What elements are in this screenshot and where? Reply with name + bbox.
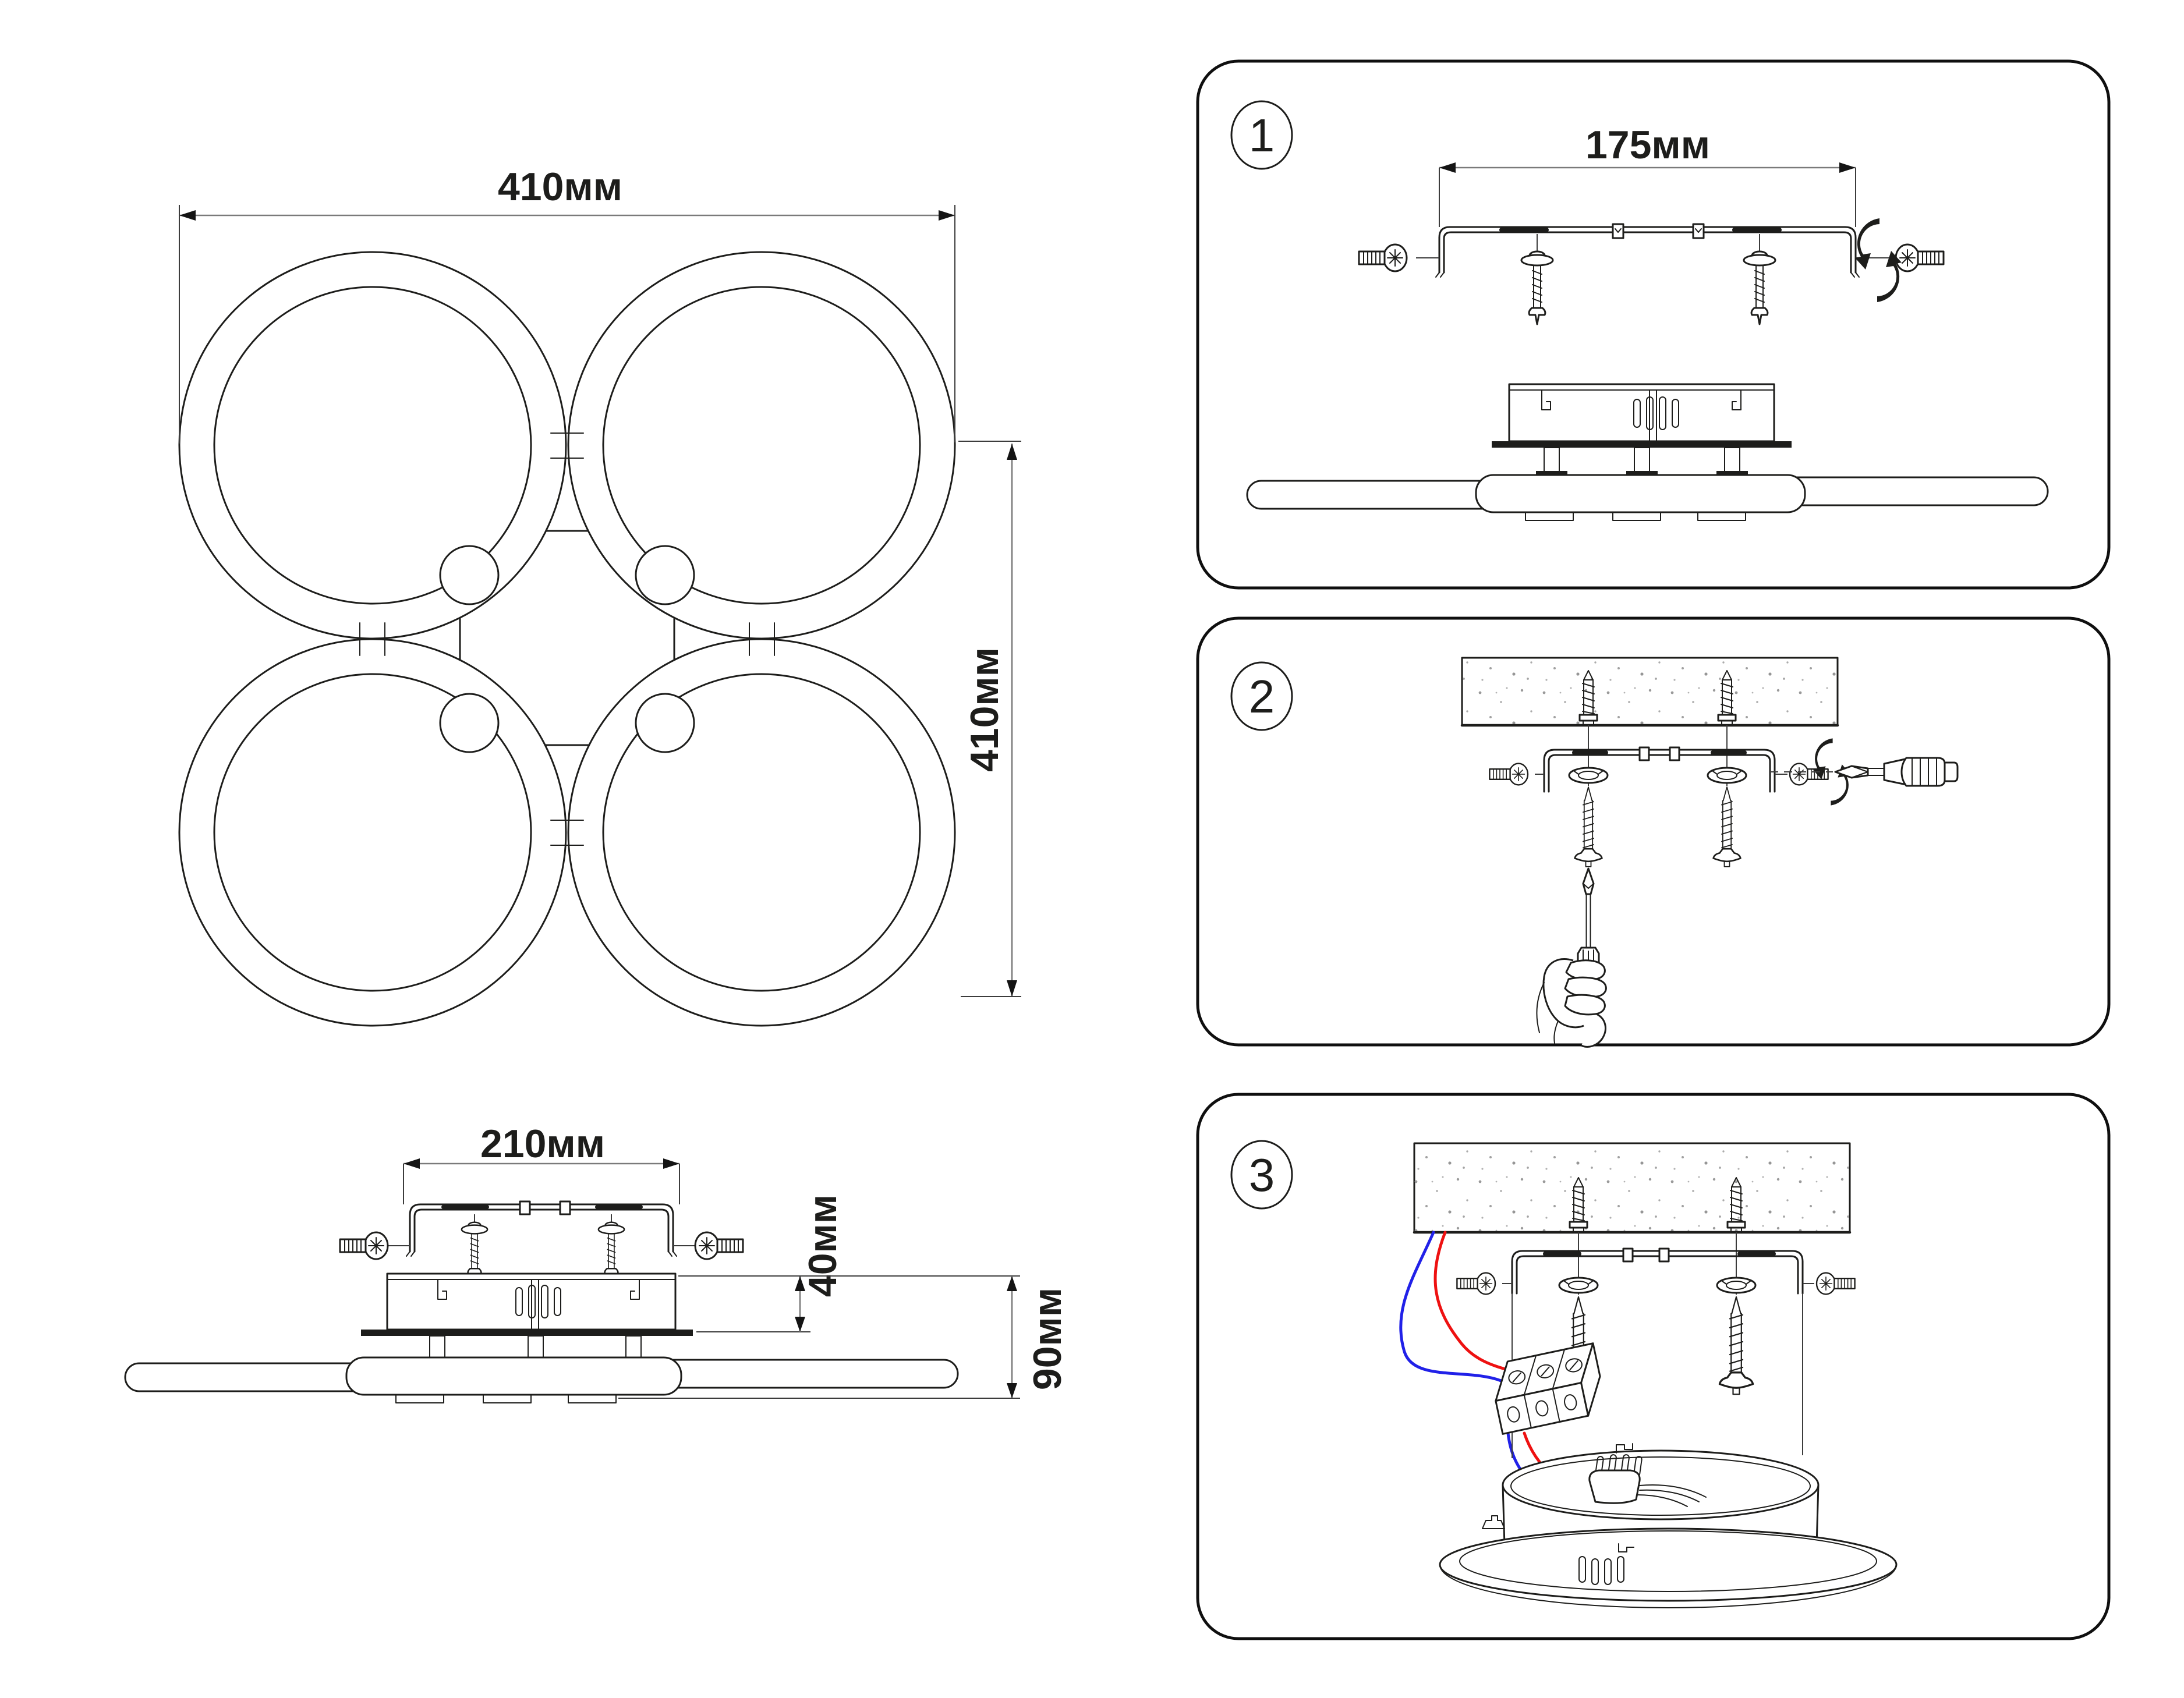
- keyhole-washer: [1717, 1278, 1755, 1293]
- keyhole-washer: [1559, 1278, 1598, 1293]
- bracket-width-label: 175мм: [1585, 123, 1711, 167]
- canopy-height-label: 40мм: [801, 1194, 845, 1298]
- keyhole-washer: [1708, 768, 1746, 783]
- ceiling: [1414, 1143, 1850, 1232]
- step-2-number: 2: [1248, 671, 1275, 722]
- step-3-number: 3: [1248, 1149, 1275, 1201]
- top-height-label: 410мм: [962, 647, 1007, 772]
- step-1-number: 1: [1248, 109, 1275, 161]
- canopy-flange: [361, 1330, 693, 1336]
- top-width-label: 410мм: [497, 165, 623, 209]
- step-panel-3: [1198, 1094, 2109, 1639]
- bracket-slot: [595, 1205, 643, 1209]
- bracket-slot: [441, 1205, 489, 1209]
- side-width-label: 210мм: [480, 1122, 606, 1166]
- ceiling: [1462, 658, 1838, 725]
- cable-gland: [1590, 1470, 1640, 1503]
- total-height-label: 90мм: [1025, 1287, 1070, 1391]
- keyhole-washer: [1569, 768, 1608, 783]
- step-panel-1: [1198, 61, 2109, 588]
- canopy-side: [361, 1274, 693, 1336]
- step-panel-2: [1198, 618, 2109, 1047]
